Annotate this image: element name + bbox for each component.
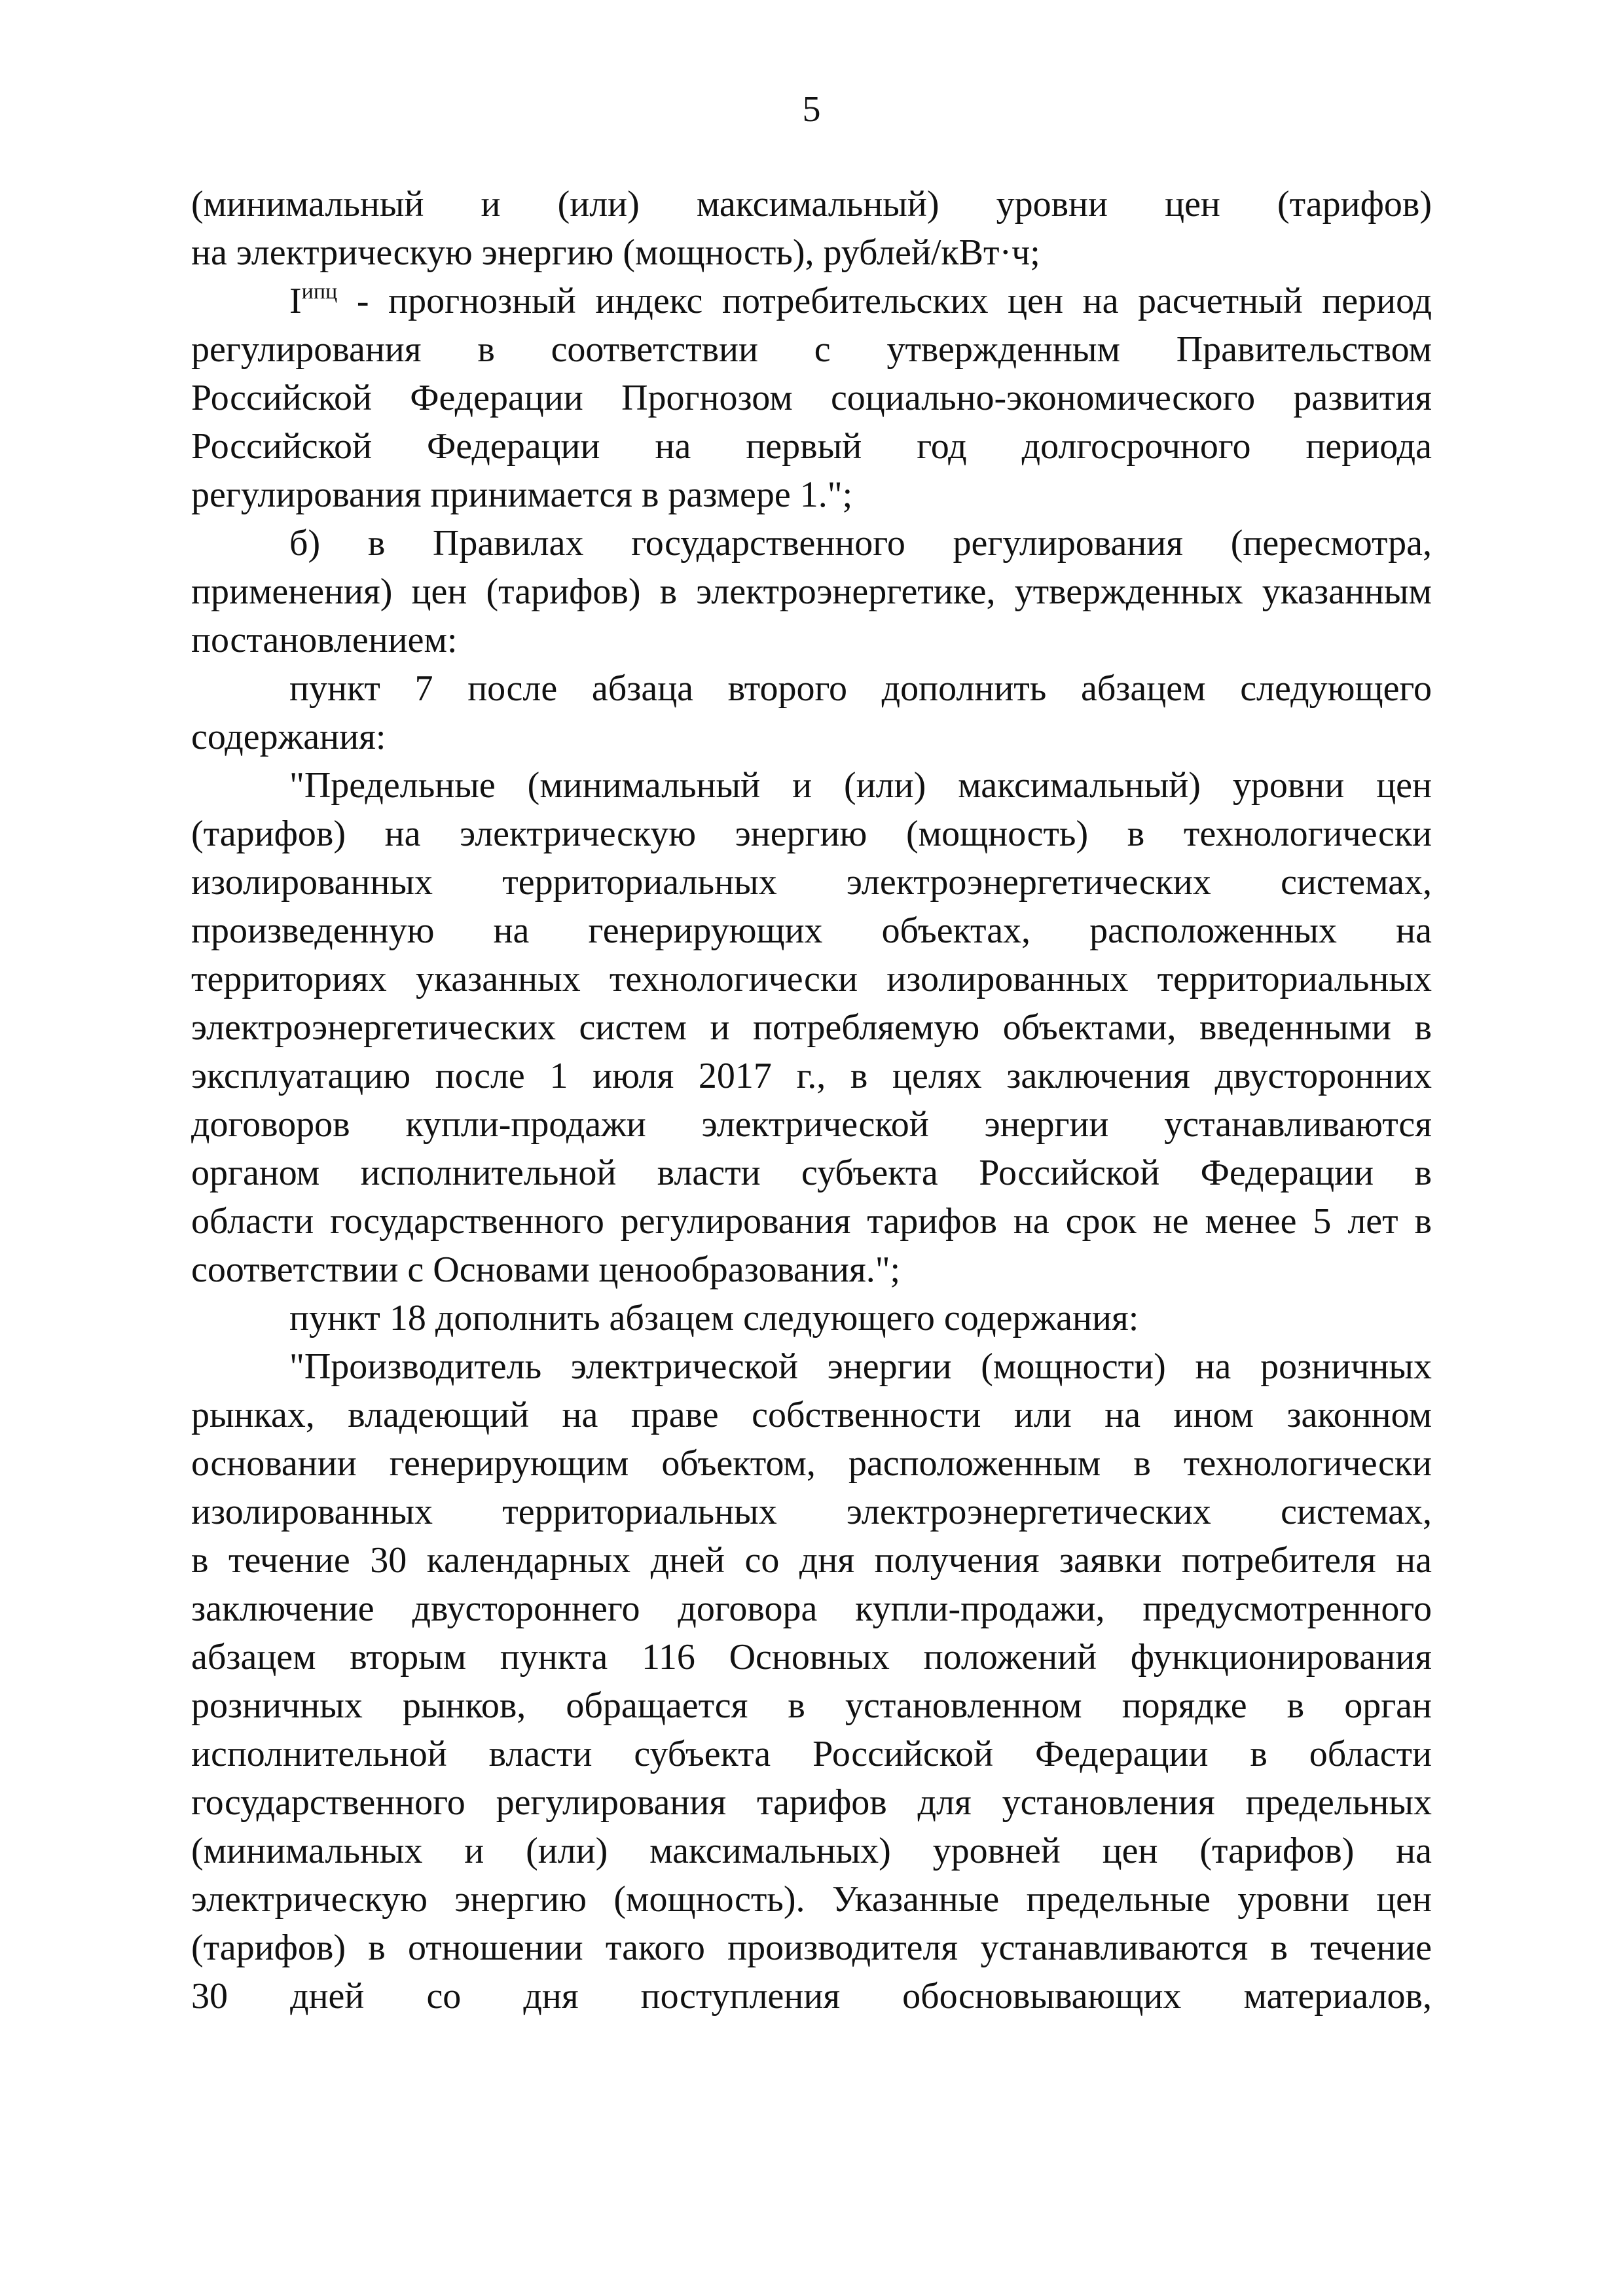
text-line xyxy=(191,1294,1432,1342)
text-line-content: Российской Федерации на первый год долгосрочного периода xyxy=(191,426,1432,467)
text-line xyxy=(191,1246,1432,1294)
text-line-content: электроэнергетических систем и потребляемую объектами, введенными в xyxy=(191,1007,1432,1048)
text-line xyxy=(191,1488,1432,1536)
text-line-content: основании генерирующим объектом, расположенным в технологически xyxy=(191,1443,1432,1484)
text-line xyxy=(191,1633,1432,1681)
text-line xyxy=(191,1536,1432,1585)
text-line xyxy=(191,519,1432,567)
text-line xyxy=(191,1585,1432,1633)
text-line-content: (тарифов) в отношении такого производителя устанавливаются в течение xyxy=(191,1928,1432,1968)
text-line xyxy=(191,277,1432,325)
text-line-content: в течение 30 календарных дней со дня получения заявки потребителя на xyxy=(191,1540,1432,1581)
text-line xyxy=(191,906,1432,955)
text-line xyxy=(191,1391,1432,1439)
text-line xyxy=(191,567,1432,616)
text-line xyxy=(191,1681,1432,1730)
text-line xyxy=(191,180,1432,228)
index-superscript: ипц xyxy=(301,279,338,304)
text-line xyxy=(191,1052,1432,1100)
text-line xyxy=(191,664,1432,713)
text-line-content: регулирования в соответствии с утвержденным Правительством xyxy=(191,329,1432,370)
text-line xyxy=(191,1197,1432,1246)
text-line-content: соответствии с Основами ценообразования."; xyxy=(191,1249,901,1290)
text-line-content: абзацем вторым пункта 116 Основных положений функционирования xyxy=(191,1637,1432,1677)
text-line xyxy=(191,616,1432,664)
text-line xyxy=(191,374,1432,422)
text-line-content: пункт 7 после абзаца второго дополнить абзацем следующего xyxy=(289,668,1432,709)
text-line-content: - прогнозный индекс потребительских цен на расчетный период xyxy=(356,281,1432,321)
text-line xyxy=(191,858,1432,906)
text-line-content: Российской Федерации Прогнозом социально-экономического развития xyxy=(191,378,1432,418)
text-line-content: рынках, владеющий на праве собственности или на ином законном xyxy=(191,1395,1432,1435)
text-line-content: б) в Правилах государственного регулирования (пересмотра, xyxy=(289,523,1432,564)
text-line xyxy=(191,1875,1432,1924)
text-line-content: "Предельные (минимальный и (или) максимальный) уровни цен xyxy=(289,765,1432,806)
text-line xyxy=(191,810,1432,858)
document-body xyxy=(191,180,1432,2020)
text-line-content: области государственного регулирования тарифов на срок не менее 5 лет в xyxy=(191,1201,1432,1242)
text-line xyxy=(191,228,1432,277)
text-line-content: применения) цен (тарифов) в электроэнергетике, утвержденных указанным xyxy=(191,571,1432,612)
page-number: 5 xyxy=(802,89,821,130)
text-line-content: пункт 18 дополнить абзацем следующего содержания: xyxy=(289,1298,1139,1338)
text-line xyxy=(191,1972,1432,2020)
text-line-content: органом исполнительной власти субъекта Российской Федерации в xyxy=(191,1153,1432,1193)
text-line xyxy=(191,471,1432,519)
text-line xyxy=(191,1730,1432,1778)
text-line-content: (минимальных и (или) максимальных) уровней цен (тарифов) на xyxy=(191,1831,1432,1871)
text-line-content: заключение двустороннего договора купли-продажи, предусмотренного xyxy=(191,1588,1432,1629)
text-line-content: (минимальный и (или) максимальный) уровни цен (тарифов) xyxy=(191,184,1432,224)
text-line-content: регулирования принимается в размере 1."; xyxy=(191,475,853,515)
text-line-content: (тарифов) на электрическую энергию (мощность) в технологически xyxy=(191,814,1432,854)
text-line xyxy=(191,422,1432,471)
text-line-content: электрическую энергию (мощность). Указанные предельные уровни цен xyxy=(191,1879,1432,1920)
index-symbol: I xyxy=(289,281,302,321)
text-line-content: произведенную на генерирующих объектах, расположенных на xyxy=(191,910,1432,951)
text-line-content: розничных рынков, обращается в установленном порядке в орган xyxy=(191,1685,1432,1726)
text-line-content: территориях указанных технологически изолированных территориальных xyxy=(191,959,1432,999)
text-line xyxy=(191,1924,1432,1972)
text-line xyxy=(191,1342,1432,1391)
text-line-content: "Производитель электрической энергии (мощности) на розничных xyxy=(289,1346,1432,1387)
text-line xyxy=(191,1827,1432,1875)
text-line-content: изолированных территориальных электроэнергетических системах, xyxy=(191,862,1432,903)
text-line-content: государственного регулирования тарифов для установления предельных xyxy=(191,1782,1432,1823)
text-line xyxy=(191,325,1432,374)
text-line-content: 30 дней со дня поступления обосновывающих материалов, xyxy=(191,1976,1432,2017)
text-line xyxy=(191,1439,1432,1488)
text-line-content: на электрическую энергию (мощность), рублей/кВт·ч; xyxy=(191,232,1040,273)
text-line xyxy=(191,761,1432,810)
text-line-content: договоров купли-продажи электрической энергии устанавливаются xyxy=(191,1104,1432,1145)
text-line-content: постановлением: xyxy=(191,620,458,660)
text-line-content: эксплуатацию после 1 июля 2017 г., в целях заключения двусторонних xyxy=(191,1056,1432,1096)
text-line xyxy=(191,1003,1432,1052)
text-line-content: содержания: xyxy=(191,717,386,757)
text-line xyxy=(191,1149,1432,1197)
text-line xyxy=(191,1778,1432,1827)
text-line xyxy=(191,1100,1432,1149)
text-line xyxy=(191,713,1432,761)
text-line-content: изолированных территориальных электроэнергетических системах, xyxy=(191,1492,1432,1532)
text-line xyxy=(191,955,1432,1003)
text-line-content: исполнительной власти субъекта Российской Федерации в области xyxy=(191,1734,1432,1774)
